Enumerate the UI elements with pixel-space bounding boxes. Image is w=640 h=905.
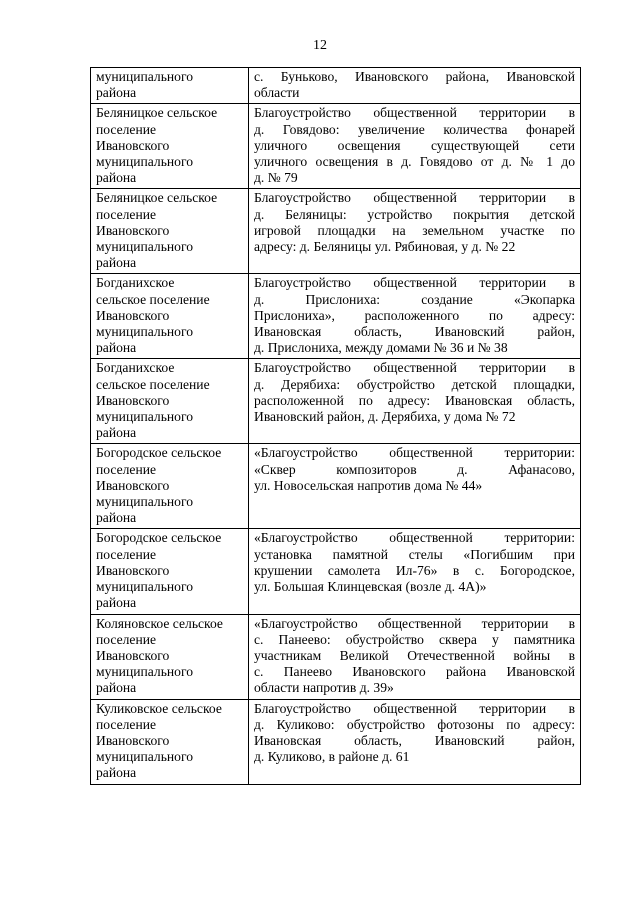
- municipality-line: поселение: [96, 716, 157, 732]
- municipality-line: поселение: [96, 461, 157, 477]
- page-number: 12: [313, 38, 327, 53]
- project-description-line: Прислониха», расположенного по адресу:: [254, 307, 575, 323]
- project-description-line: д. Дерябиха: обустройство детской площадки,: [254, 376, 575, 392]
- municipality-line: муниципального: [96, 749, 194, 765]
- project-description-line: д. Беляницы: устройство покрытия детской: [254, 206, 575, 222]
- project-description-line: ул. Большая Клинцевская (возле д. 4А)»: [254, 579, 487, 595]
- municipality-line: муниципального: [96, 494, 194, 510]
- project-description-line: установка памятной стелы «Погибшим при: [254, 546, 575, 562]
- projects-table: [90, 67, 581, 785]
- project-description-line: д. Прислониха: создание «Экопарка: [254, 291, 575, 307]
- municipality-line: муниципального: [96, 664, 194, 680]
- project-description-line: с. Панеево Ивановского района Ивановской: [254, 664, 575, 680]
- project-description-cell: [249, 189, 581, 274]
- project-description-cell: [249, 444, 581, 529]
- municipality-line: района: [96, 425, 137, 441]
- project-description-line: «Благоустройство общественной территории:: [254, 530, 575, 546]
- project-description-line: области: [254, 85, 300, 101]
- municipality-line: сельское поселение: [96, 291, 210, 307]
- projects-table-body: [91, 68, 581, 785]
- project-description-line: Ивановский район, д. Дерябиха, у дома № 72: [254, 409, 516, 425]
- municipality-line: поселение: [96, 631, 157, 647]
- municipality-line: поселение: [96, 121, 157, 137]
- project-description-line: уличного освещения в д. Говядово от д. № 1 до: [254, 154, 575, 170]
- municipality-line: Куликовское сельское: [96, 700, 222, 716]
- municipality-line: поселение: [96, 206, 157, 222]
- municipality-line: Богданихское: [96, 360, 175, 376]
- project-description-line: области напротив д. 39»: [254, 680, 394, 696]
- table-row: [91, 444, 581, 529]
- municipality-line: сельское поселение: [96, 376, 210, 392]
- municipality-line: поселение: [96, 546, 157, 562]
- municipality-line: Ивановского: [96, 732, 170, 748]
- project-description-line: с. Панеево: обустройство сквера у памятника: [254, 631, 575, 647]
- project-description-line: уличного освещения существующей сети: [254, 137, 575, 153]
- project-description-line: д. Куликово: обустройство фотозоны по адресу:: [254, 716, 575, 732]
- municipality-cell: [91, 359, 249, 444]
- municipality-cell: [91, 104, 249, 189]
- municipality-cell: [91, 189, 249, 274]
- municipality-line: Ивановского: [96, 562, 170, 578]
- project-description-cell: [249, 529, 581, 614]
- municipality-line: Ивановского: [96, 477, 170, 493]
- project-description-cell: [249, 104, 581, 189]
- project-description-line: адресу: д. Беляницы ул. Рябиновая, у д. № 22: [254, 239, 516, 255]
- municipality-line: района: [96, 340, 137, 356]
- project-description-line: Благоустройство общественной территории в: [254, 700, 575, 716]
- project-description-line: «Благоустройство общественной территории в: [254, 615, 575, 631]
- municipality-line: Ивановского: [96, 137, 170, 153]
- municipality-line: района: [96, 170, 137, 186]
- project-description-cell: [249, 359, 581, 444]
- project-description-line: Ивановская область, Ивановский район,: [254, 732, 575, 748]
- municipality-cell: [91, 274, 249, 359]
- project-description-line: Благоустройство общественной территории в: [254, 360, 575, 376]
- municipality-line: района: [96, 510, 137, 526]
- municipality-cell: [91, 529, 249, 614]
- project-description-line: Благоустройство общественной территории в: [254, 190, 575, 206]
- municipality-line: Богородское сельское: [96, 445, 222, 461]
- municipality-line: муниципального: [96, 409, 194, 425]
- project-description-line: «Сквер композиторов д. Афанасово,: [254, 461, 575, 477]
- table-row: [91, 189, 581, 274]
- project-description-line: расположенной по адресу: Ивановская область,: [254, 392, 575, 408]
- municipality-line: Беляницкое сельское: [96, 105, 218, 121]
- project-description-line: с. Буньково, Ивановского района, Ивановской: [254, 69, 575, 84]
- municipality-line: района: [96, 765, 137, 781]
- project-description-line: игровой площадки на земельном участке по: [254, 222, 575, 238]
- municipality-cell: [91, 444, 249, 529]
- municipality-line: муниципального: [96, 154, 194, 170]
- municipality-line: Богданихское: [96, 275, 175, 291]
- project-description-line: ул. Новосельская напротив дома № 44»: [254, 477, 483, 493]
- municipality-line: Ивановского: [96, 307, 170, 323]
- project-description-cell: [249, 699, 581, 784]
- project-description-line: д. Говядово: увеличение количества фонарей: [254, 121, 575, 137]
- municipality-line: Богородское сельское: [96, 530, 222, 546]
- municipality-line: Ивановского: [96, 222, 170, 238]
- municipality-line: муниципального: [96, 239, 194, 255]
- project-description-line: д. № 79: [254, 170, 298, 186]
- project-description-line: Ивановская область, Ивановский район,: [254, 324, 575, 340]
- table-row: [91, 104, 581, 189]
- municipality-cell: [91, 699, 249, 784]
- project-description-line: Благоустройство общественной территории в: [254, 105, 575, 121]
- municipality-line: района: [96, 85, 137, 101]
- municipality-line: района: [96, 595, 137, 611]
- project-description-line: д. Куликово, в районе д. 61: [254, 749, 410, 765]
- municipality-line: муниципального: [96, 69, 194, 84]
- project-description-line: Благоустройство общественной территории в: [254, 275, 575, 291]
- project-description-cell: [249, 614, 581, 699]
- municipality-line: Коляновское сельское: [96, 615, 223, 631]
- table-row: [91, 274, 581, 359]
- municipality-line: района: [96, 680, 137, 696]
- project-description-cell: [249, 68, 581, 104]
- project-description-line: д. Прислониха, между домами № 36 и № 38: [254, 340, 508, 356]
- municipality-line: Беляницкое сельское: [96, 190, 218, 206]
- project-description-line: участникам Великой Отечественной войны в: [254, 647, 575, 663]
- table-row: [91, 68, 581, 104]
- municipality-cell: [91, 68, 249, 104]
- project-description-line: «Благоустройство общественной территории:: [254, 445, 575, 461]
- project-description-cell: [249, 274, 581, 359]
- municipality-line: района: [96, 255, 137, 271]
- municipality-line: муниципального: [96, 579, 194, 595]
- table-row: [91, 614, 581, 699]
- municipality-cell: [91, 614, 249, 699]
- table-row: [91, 529, 581, 614]
- municipality-line: муниципального: [96, 324, 194, 340]
- table-row: [91, 699, 581, 784]
- municipality-line: Ивановского: [96, 647, 170, 663]
- project-description-line: крушении самолета Ил-76» в с. Богородское,: [254, 562, 575, 578]
- table-row: [91, 359, 581, 444]
- municipality-line: Ивановского: [96, 392, 170, 408]
